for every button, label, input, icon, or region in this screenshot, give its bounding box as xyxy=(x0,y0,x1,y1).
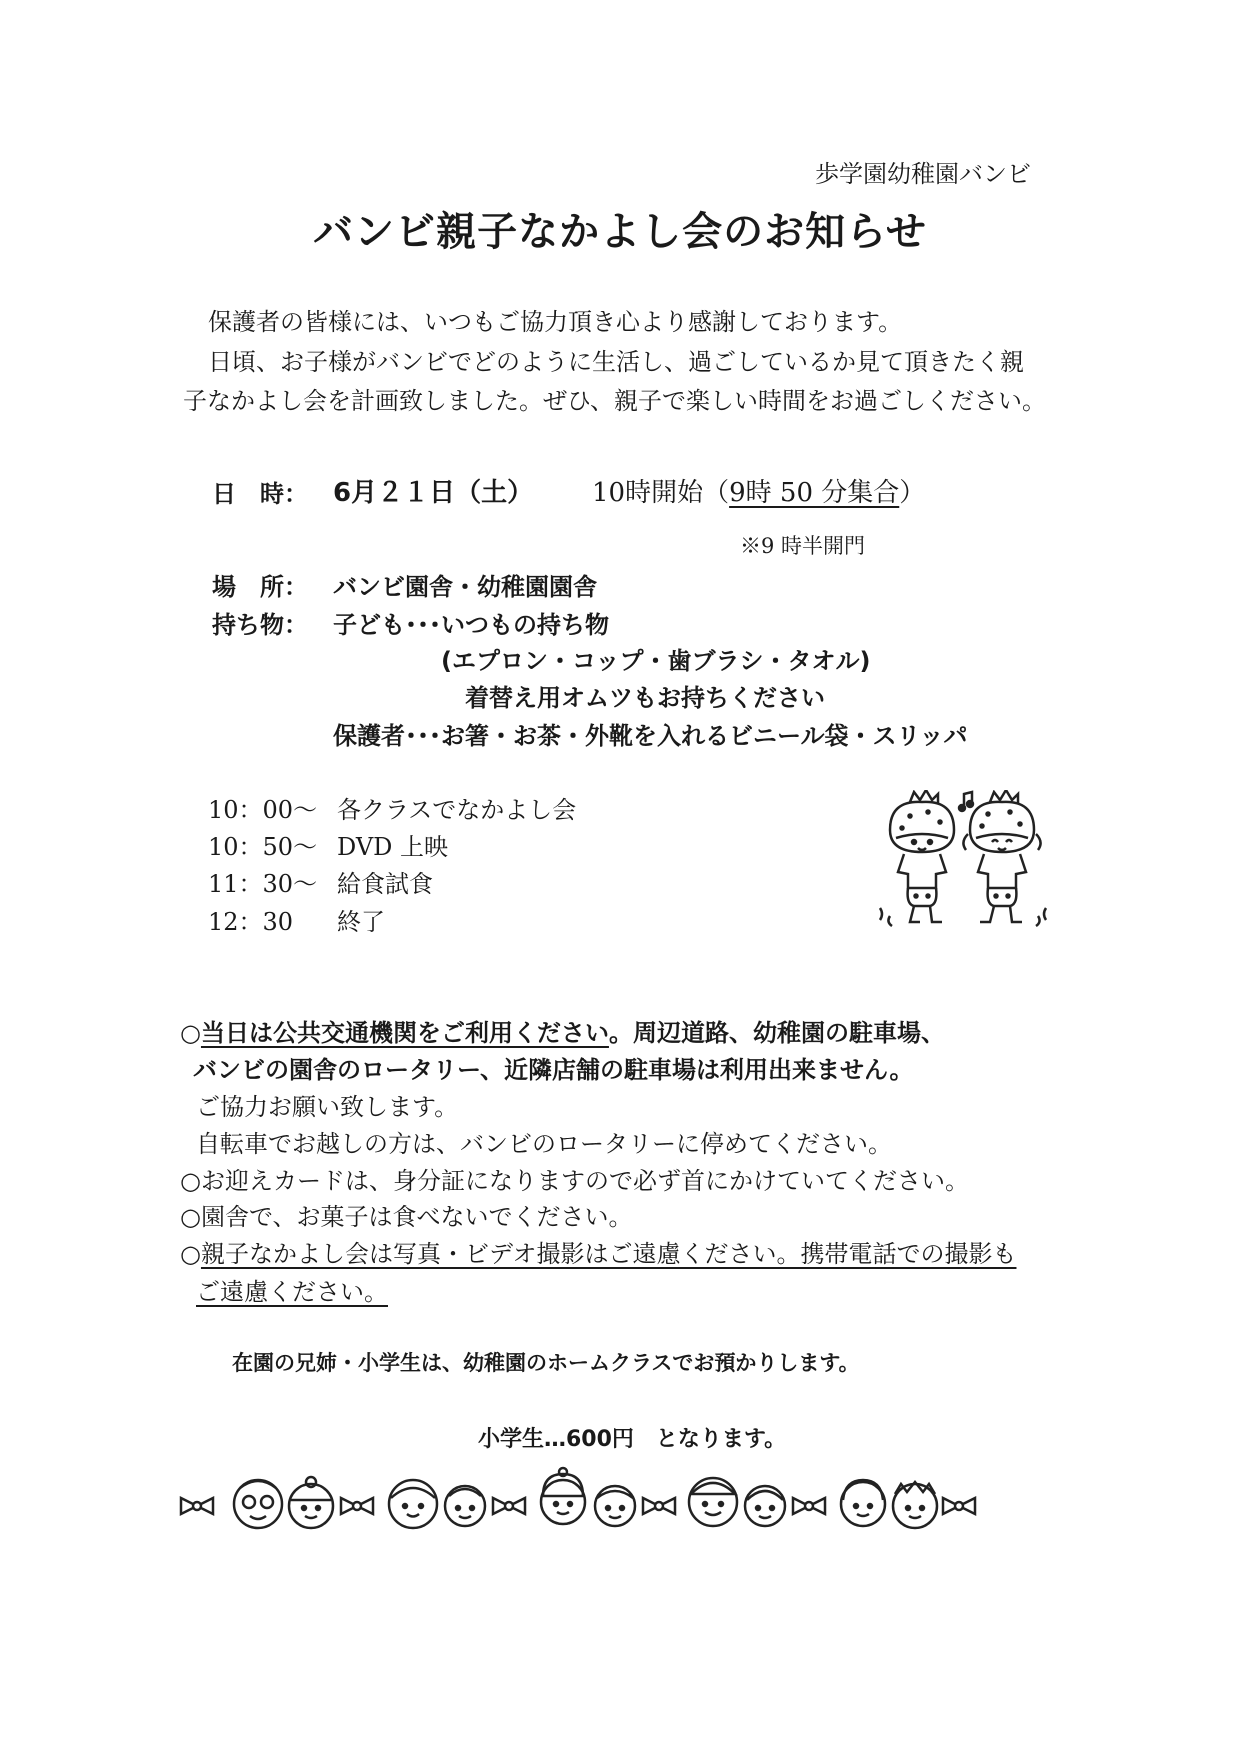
bow-icon xyxy=(493,1498,525,1514)
place-value: バンビ園舎・幼稚園園舎 xyxy=(333,573,597,601)
note-pickup-card: ○お迎えカードは、身分証になりますので必ず首にかけていてください。 xyxy=(180,1167,969,1195)
face-icon xyxy=(445,1486,485,1526)
time-value: 10時開始（9時 50 分集合） xyxy=(592,478,926,508)
schedule-time-3: 11：30～ xyxy=(208,870,318,898)
date-value: 6月２１日（土） xyxy=(333,478,534,508)
face-icon xyxy=(745,1486,785,1526)
place-label: 場 所： xyxy=(212,573,308,601)
bow-icon xyxy=(643,1498,675,1514)
schedule-time-2: 10：50～ xyxy=(208,833,318,861)
schedule-event-4: 終了 xyxy=(337,908,385,936)
note-bicycle: 自転車でお越しの方は、バンビのロータリーに停めてください。 xyxy=(196,1130,892,1158)
items-child-detail: (エプロン・コップ・歯ブラシ・タオル) xyxy=(441,647,871,675)
face-icon xyxy=(893,1482,937,1528)
gather-time: 9時 50 分集合 xyxy=(729,478,900,508)
gate-open-note: ※9 時半開門 xyxy=(740,534,866,558)
face-icon xyxy=(595,1486,635,1526)
items-child-extra: 着替え用オムツもお持ちください xyxy=(465,684,825,712)
date-label: 日 時： xyxy=(212,480,308,508)
fee-note: 小学生…600円 となります。 xyxy=(478,1427,787,1452)
items-label: 持ち物： xyxy=(212,611,308,639)
schedule-time-1: 10：00～ xyxy=(208,796,318,824)
strawberry-kids-illustration xyxy=(870,790,1060,940)
faces-decoration xyxy=(175,1462,1055,1532)
schedule-time-4: 12：30 xyxy=(208,908,294,936)
items-parent: 保護者･･･お箸・お茶・外靴を入れるビニール袋・スリッパ xyxy=(333,722,968,750)
bow-icon xyxy=(793,1498,825,1514)
note-no-photos-line-2: ご遠慮ください。 xyxy=(196,1278,388,1306)
face-icon xyxy=(289,1477,333,1528)
schedule-event-1: 各クラスでなかよし会 xyxy=(337,796,577,824)
intro-line-2: 日頃、お子様がバンビでどのように生活し、過ごしているか見て頂きたく親 xyxy=(208,348,1024,376)
note-transport-line-3: ご協力お願い致します。 xyxy=(196,1093,459,1121)
face-icon xyxy=(541,1468,585,1524)
schedule-event-2: DVD 上映 xyxy=(337,833,449,861)
bow-icon xyxy=(181,1498,213,1514)
bow-icon xyxy=(341,1498,373,1514)
organization-name: 歩学園幼稚園バンビ xyxy=(815,160,1031,188)
siblings-note: 在園の兄姉・小学生は、幼稚園のホームクラスでお預かりします。 xyxy=(232,1351,860,1375)
face-icon xyxy=(841,1480,885,1526)
intro-line-3: 子なかよし会を計画致しました。ぜひ、親子で楽しい時間をお過ごしください。 xyxy=(183,387,1047,415)
note-transport: ○当日は公共交通機関をご利用ください。周辺道路、幼稚園の駐車場、 xyxy=(180,1019,945,1047)
face-icon xyxy=(234,1480,282,1528)
face-icon xyxy=(389,1480,437,1528)
intro-line-1: 保護者の皆様には、いつもご協力頂き心より感謝しております。 xyxy=(208,308,903,336)
schedule-event-3: 給食試食 xyxy=(337,870,433,898)
page-title: バンビ親子なかよし会のお知らせ xyxy=(313,209,927,255)
note-transport-line-2: バンビの園舎のロータリー、近隣店舗の駐車場は利用出来ません。 xyxy=(193,1056,914,1084)
face-icon xyxy=(689,1478,737,1526)
bow-icon xyxy=(943,1498,975,1514)
items-child: 子ども･･･いつもの持ち物 xyxy=(333,611,609,639)
note-no-photos: ○親子なかよし会は写真・ビデオ撮影はご遠慮ください。携帯電話での撮影も xyxy=(180,1240,1017,1268)
note-no-snacks: ○園舎で、お菓子は食べないでください。 xyxy=(180,1203,633,1231)
